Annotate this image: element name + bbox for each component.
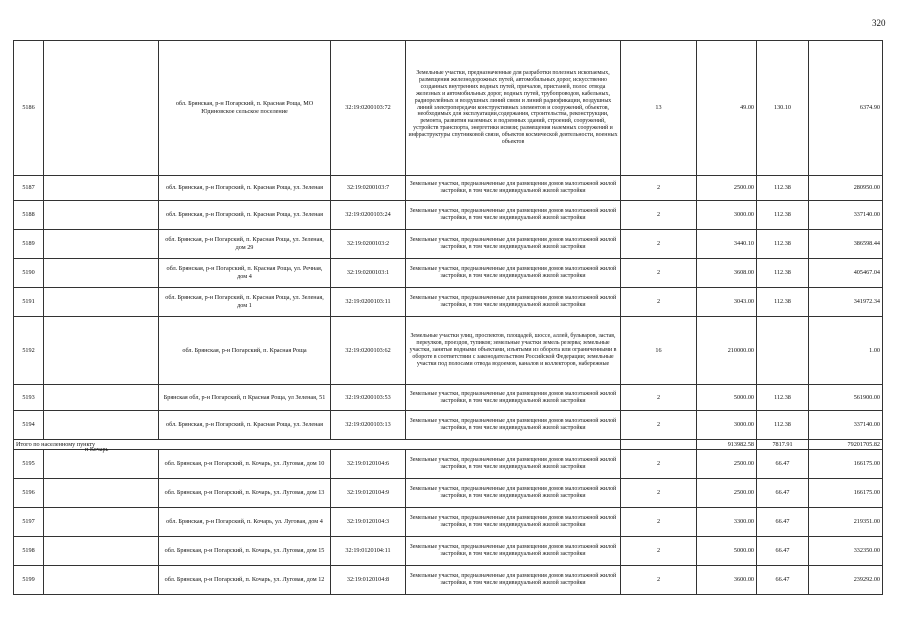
cadastral-value-cell: 341972.34	[809, 288, 883, 317]
cadastral-value-cell: 6374.90	[809, 41, 883, 176]
table-row	[14, 176, 883, 201]
group-code-cell: 2	[621, 566, 697, 595]
land-use-cell: Земельные участки, предназначенные для размещения домов малоэтажной жилой застройки, в том числе индивидуальной жилой застройки	[406, 259, 621, 288]
land-use-cell: Земельные участки, предназначенные для размещения домов малоэтажной жилой застройки, в том числе индивидуальной жилой застройки	[406, 201, 621, 230]
cadastral-value-cell: 337140.00	[809, 411, 883, 440]
group-code-cell: 2	[621, 411, 697, 440]
row-number: 5195	[14, 450, 44, 479]
cadastral-number-cell: 32:19:0200103:7	[331, 176, 406, 201]
land-use-cell: Земельные участки, предназначенные для размещения домов малоэтажной жилой застройки, в том числе индивидуальной жилой застройки	[406, 566, 621, 595]
table-row	[14, 479, 883, 508]
land-use-cell: Земельные участки, предназначенные для размещения домов малоэтажной жилой застройки, в том числе индивидуальной жилой застройки	[406, 230, 621, 259]
total-label: Итого по населенному пункту	[14, 440, 621, 450]
group-code-cell: 2	[621, 259, 697, 288]
table-row	[14, 508, 883, 537]
group-code-cell: 2	[621, 508, 697, 537]
address-cell: обл. Брянская, р-н Погарский, п. Красная Роща, ул. Зеленая	[159, 176, 331, 201]
cadastral-value-cell: 166175.00	[809, 450, 883, 479]
land-use-cell: Земельные участки, предназначенные для размещения домов малоэтажной жилой застройки, в том числе индивидуальной жилой застройки	[406, 508, 621, 537]
address-cell: обл. Брянская, р-н Погарский, п. Красная Роща, ул. Зеленая, дом 29	[159, 230, 331, 259]
row-number: 5189	[14, 230, 44, 259]
group-code-cell: 2	[621, 230, 697, 259]
row-number: 5197	[14, 508, 44, 537]
rate-cell: 112.38	[757, 259, 809, 288]
area-cell: 3043.00	[697, 288, 757, 317]
cadastral-number-cell: 32:19:0120104:6	[331, 450, 406, 479]
blank-cell	[44, 411, 159, 440]
address-cell: Брянская обл, р-н Погарский, п Красная Роща, ул Зеленая, 51	[159, 385, 331, 411]
address-cell: обл. Брянская, р-н Погарский, п. Красная Роща, ул. Речная, дом 4	[159, 259, 331, 288]
cadastral-number-cell: 32:19:0120104:11	[331, 537, 406, 566]
row-number: 5191	[14, 288, 44, 317]
table-row	[14, 41, 883, 176]
rate-cell: 66.47	[757, 566, 809, 595]
row-number: 5193	[14, 385, 44, 411]
table-row	[14, 201, 883, 230]
blank-cell	[44, 508, 159, 537]
blank-cell	[44, 450, 159, 479]
area-cell: 3000.00	[697, 201, 757, 230]
area-cell: 3000.00	[697, 411, 757, 440]
total-row	[14, 440, 883, 450]
group-code-cell: 2	[621, 288, 697, 317]
locality-heading: п Кочарь	[85, 446, 109, 453]
row-number: 5187	[14, 176, 44, 201]
address-cell: обл. Брянская, р-н Погарский, п. Красная Роща	[159, 317, 331, 385]
land-use-cell: Земельные участки, предназначенные для размещения домов малоэтажной жилой застройки, в том числе индивидуальной жилой застройки	[406, 450, 621, 479]
cadastral-number-cell: 32:19:0200103:24	[331, 201, 406, 230]
blank-cell	[44, 230, 159, 259]
table-row	[14, 259, 883, 288]
row-number: 5190	[14, 259, 44, 288]
rate-cell: 112.38	[757, 411, 809, 440]
address-cell: обл. Брянская, р-н Погарский, п. Кочарь, ул. Луговая, дом 12	[159, 566, 331, 595]
cadastral-number-cell: 32:19:0200103:11	[331, 288, 406, 317]
group-code-cell: 16	[621, 317, 697, 385]
blank-cell	[44, 41, 159, 176]
rate-cell: 66.47	[757, 508, 809, 537]
land-use-cell: Земельные участки, предназначенные для разработки полезных ископаемых, размещения железнодорожных путей, автомобильных дорог, искусственно созданных внутренних водных путей, причалов, пристаней, полос отвода железных и автомобильных дорог, водных путей, трубопроводов, кабельных, радиорелейных и воздушных линий связи и линий радиофикации, воздушных линий электропередачи конструктивных элементов и сооружений, объектов, необходимых для эксплуатации,содержания, строительства, реконструкции, ремонта, развития наземных и подземных зданий, строений, сооружений, устройств транспорта, энергетики исвязи; размещения наземных сооружений и инфраструктуры спутниковой связи, объектов космической деятельности, военных объектов	[406, 41, 621, 176]
blank-cell	[44, 317, 159, 385]
cadastral-value-cell: 166175.00	[809, 479, 883, 508]
cadastral-value-cell: 1.00	[809, 317, 883, 385]
blank-cell	[44, 479, 159, 508]
rate-cell: 66.47	[757, 537, 809, 566]
blank-cell	[44, 566, 159, 595]
table-row	[14, 537, 883, 566]
row-number: 5192	[14, 317, 44, 385]
address-cell: обл. Брянская, р-н Погарский, п. Красная Роща, ул. Зеленая, дом 1	[159, 288, 331, 317]
group-code-cell: 2	[621, 385, 697, 411]
cadastral-number-cell: 32:19:0200103:2	[331, 230, 406, 259]
cadastral-value-cell: 239292.00	[809, 566, 883, 595]
cadastral-value-cell: 386598.44	[809, 230, 883, 259]
blank-cell	[44, 385, 159, 411]
area-cell: 5000.00	[697, 537, 757, 566]
rate-cell	[757, 317, 809, 385]
cadastral-number-cell: 32:19:0200103:53	[331, 385, 406, 411]
table-row	[14, 450, 883, 479]
group-code-cell: 2	[621, 201, 697, 230]
blank-cell	[44, 288, 159, 317]
table-row	[14, 566, 883, 595]
area-cell: 3608.00	[697, 259, 757, 288]
land-use-cell: Земельные участки улиц, проспектов, площадей, шоссе, аллей, бульваров, застав, переулков, проездов, тупиков; земельные участки земель резерва; земельные участки, занятые водными объектами, изъятыми из оборота или ограниченными в обороте в соответствии с законодательством Российской Федерации; земельные участки под полосами отвода водоемов, каналов и коллекторов, набережные	[406, 317, 621, 385]
rate-cell: 112.38	[757, 288, 809, 317]
land-use-cell: Земельные участки, предназначенные для размещения домов малоэтажной жилой застройки, в том числе индивидуальной жилой застройки	[406, 385, 621, 411]
row-number: 5194	[14, 411, 44, 440]
table-row	[14, 288, 883, 317]
rate-cell: 112.38	[757, 176, 809, 201]
area-cell: 2500.00	[697, 450, 757, 479]
cadastral-number-cell: 32:19:0120104:3	[331, 508, 406, 537]
group-code-cell: 13	[621, 41, 697, 176]
blank-cell	[44, 201, 159, 230]
cadastral-value-cell: 219351.00	[809, 508, 883, 537]
rate-cell: 112.38	[757, 385, 809, 411]
table-row	[14, 230, 883, 259]
area-cell: 210000.00	[697, 317, 757, 385]
address-cell: обл. Брянская, р-н Погарский, п. Кочарь, ул. Луговая, дом 13	[159, 479, 331, 508]
total-area: 913982.58	[697, 440, 757, 450]
group-code-cell: 2	[621, 450, 697, 479]
row-number: 5186	[14, 41, 44, 176]
area-cell: 2500.00	[697, 176, 757, 201]
cadastral-value-table	[13, 40, 883, 595]
land-use-cell: Земельные участки, предназначенные для размещения домов малоэтажной жилой застройки, в том числе индивидуальной жилой застройки	[406, 537, 621, 566]
address-cell: обл. Брянская, р-н Погарский, п. Красная Роща, ул. Зеленая	[159, 201, 331, 230]
blank-cell	[44, 176, 159, 201]
rate-cell: 112.38	[757, 201, 809, 230]
cadastral-value-cell: 280950.00	[809, 176, 883, 201]
blank-cell	[44, 537, 159, 566]
cadastral-value-cell: 405467.04	[809, 259, 883, 288]
cadastral-value-cell: 337140.00	[809, 201, 883, 230]
rate-cell: 66.47	[757, 450, 809, 479]
area-cell: 49.00	[697, 41, 757, 176]
land-use-cell: Земельные участки, предназначенные для размещения домов малоэтажной жилой застройки, в том числе индивидуальной жилой застройки	[406, 288, 621, 317]
cadastral-value-cell: 332350.00	[809, 537, 883, 566]
cadastral-value-cell: 561900.00	[809, 385, 883, 411]
address-cell: обл. Брянская, р-н Погарский, п. Кочарь, ул. Луговая, дом 4	[159, 508, 331, 537]
row-number: 5199	[14, 566, 44, 595]
area-cell: 3300.00	[697, 508, 757, 537]
land-use-cell: Земельные участки, предназначенные для размещения домов малоэтажной жилой застройки, в том числе индивидуальной жилой застройки	[406, 479, 621, 508]
area-cell: 3600.00	[697, 566, 757, 595]
table-row	[14, 385, 883, 411]
area-cell: 3440.10	[697, 230, 757, 259]
cadastral-number-cell: 32:19:0120104:9	[331, 479, 406, 508]
address-cell: обл. Брянская, р-н Погарский, п. Красная Роща, МО Юдиновское сельское поселение	[159, 41, 331, 176]
row-number: 5198	[14, 537, 44, 566]
row-number: 5196	[14, 479, 44, 508]
total-value: 79201705.82	[809, 440, 883, 450]
cadastral-number-cell: 32:19:0200103:62	[331, 317, 406, 385]
group-code-cell: 2	[621, 537, 697, 566]
blank-cell	[44, 259, 159, 288]
land-use-cell: Земельные участки, предназначенные для размещения домов малоэтажной жилой застройки, в том числе индивидуальной жилой застройки	[406, 411, 621, 440]
rate-cell: 66.47	[757, 479, 809, 508]
total-rate: 7817.91	[757, 440, 809, 450]
table-row	[14, 317, 883, 385]
cadastral-number-cell: 32:19:0200103:1	[331, 259, 406, 288]
cadastral-number-cell: 32:19:0200103:72	[331, 41, 406, 176]
cadastral-number-cell: 32:19:0120104:8	[331, 566, 406, 595]
table-row	[14, 411, 883, 440]
page-number: 320	[872, 18, 886, 28]
address-cell: обл. Брянская, р-н Погарский, п. Кочарь, ул. Луговая, дом 15	[159, 537, 331, 566]
area-cell: 2500.00	[697, 479, 757, 508]
address-cell: обл. Брянская, р-н Погарский, п. Красная Роща, ул. Зеленая	[159, 411, 331, 440]
group-code-cell: 2	[621, 176, 697, 201]
cadastral-number-cell: 32:19:0200103:13	[331, 411, 406, 440]
group-code-cell: 2	[621, 479, 697, 508]
address-cell: обл. Брянская, р-н Погарский, п. Кочарь, ул. Луговая, дом 10	[159, 450, 331, 479]
land-use-cell: Земельные участки, предназначенные для размещения домов малоэтажной жилой застройки, в том числе индивидуальной жилой застройки	[406, 176, 621, 201]
rate-cell: 112.38	[757, 230, 809, 259]
area-cell: 5000.00	[697, 385, 757, 411]
rate-cell: 130.10	[757, 41, 809, 176]
row-number: 5188	[14, 201, 44, 230]
